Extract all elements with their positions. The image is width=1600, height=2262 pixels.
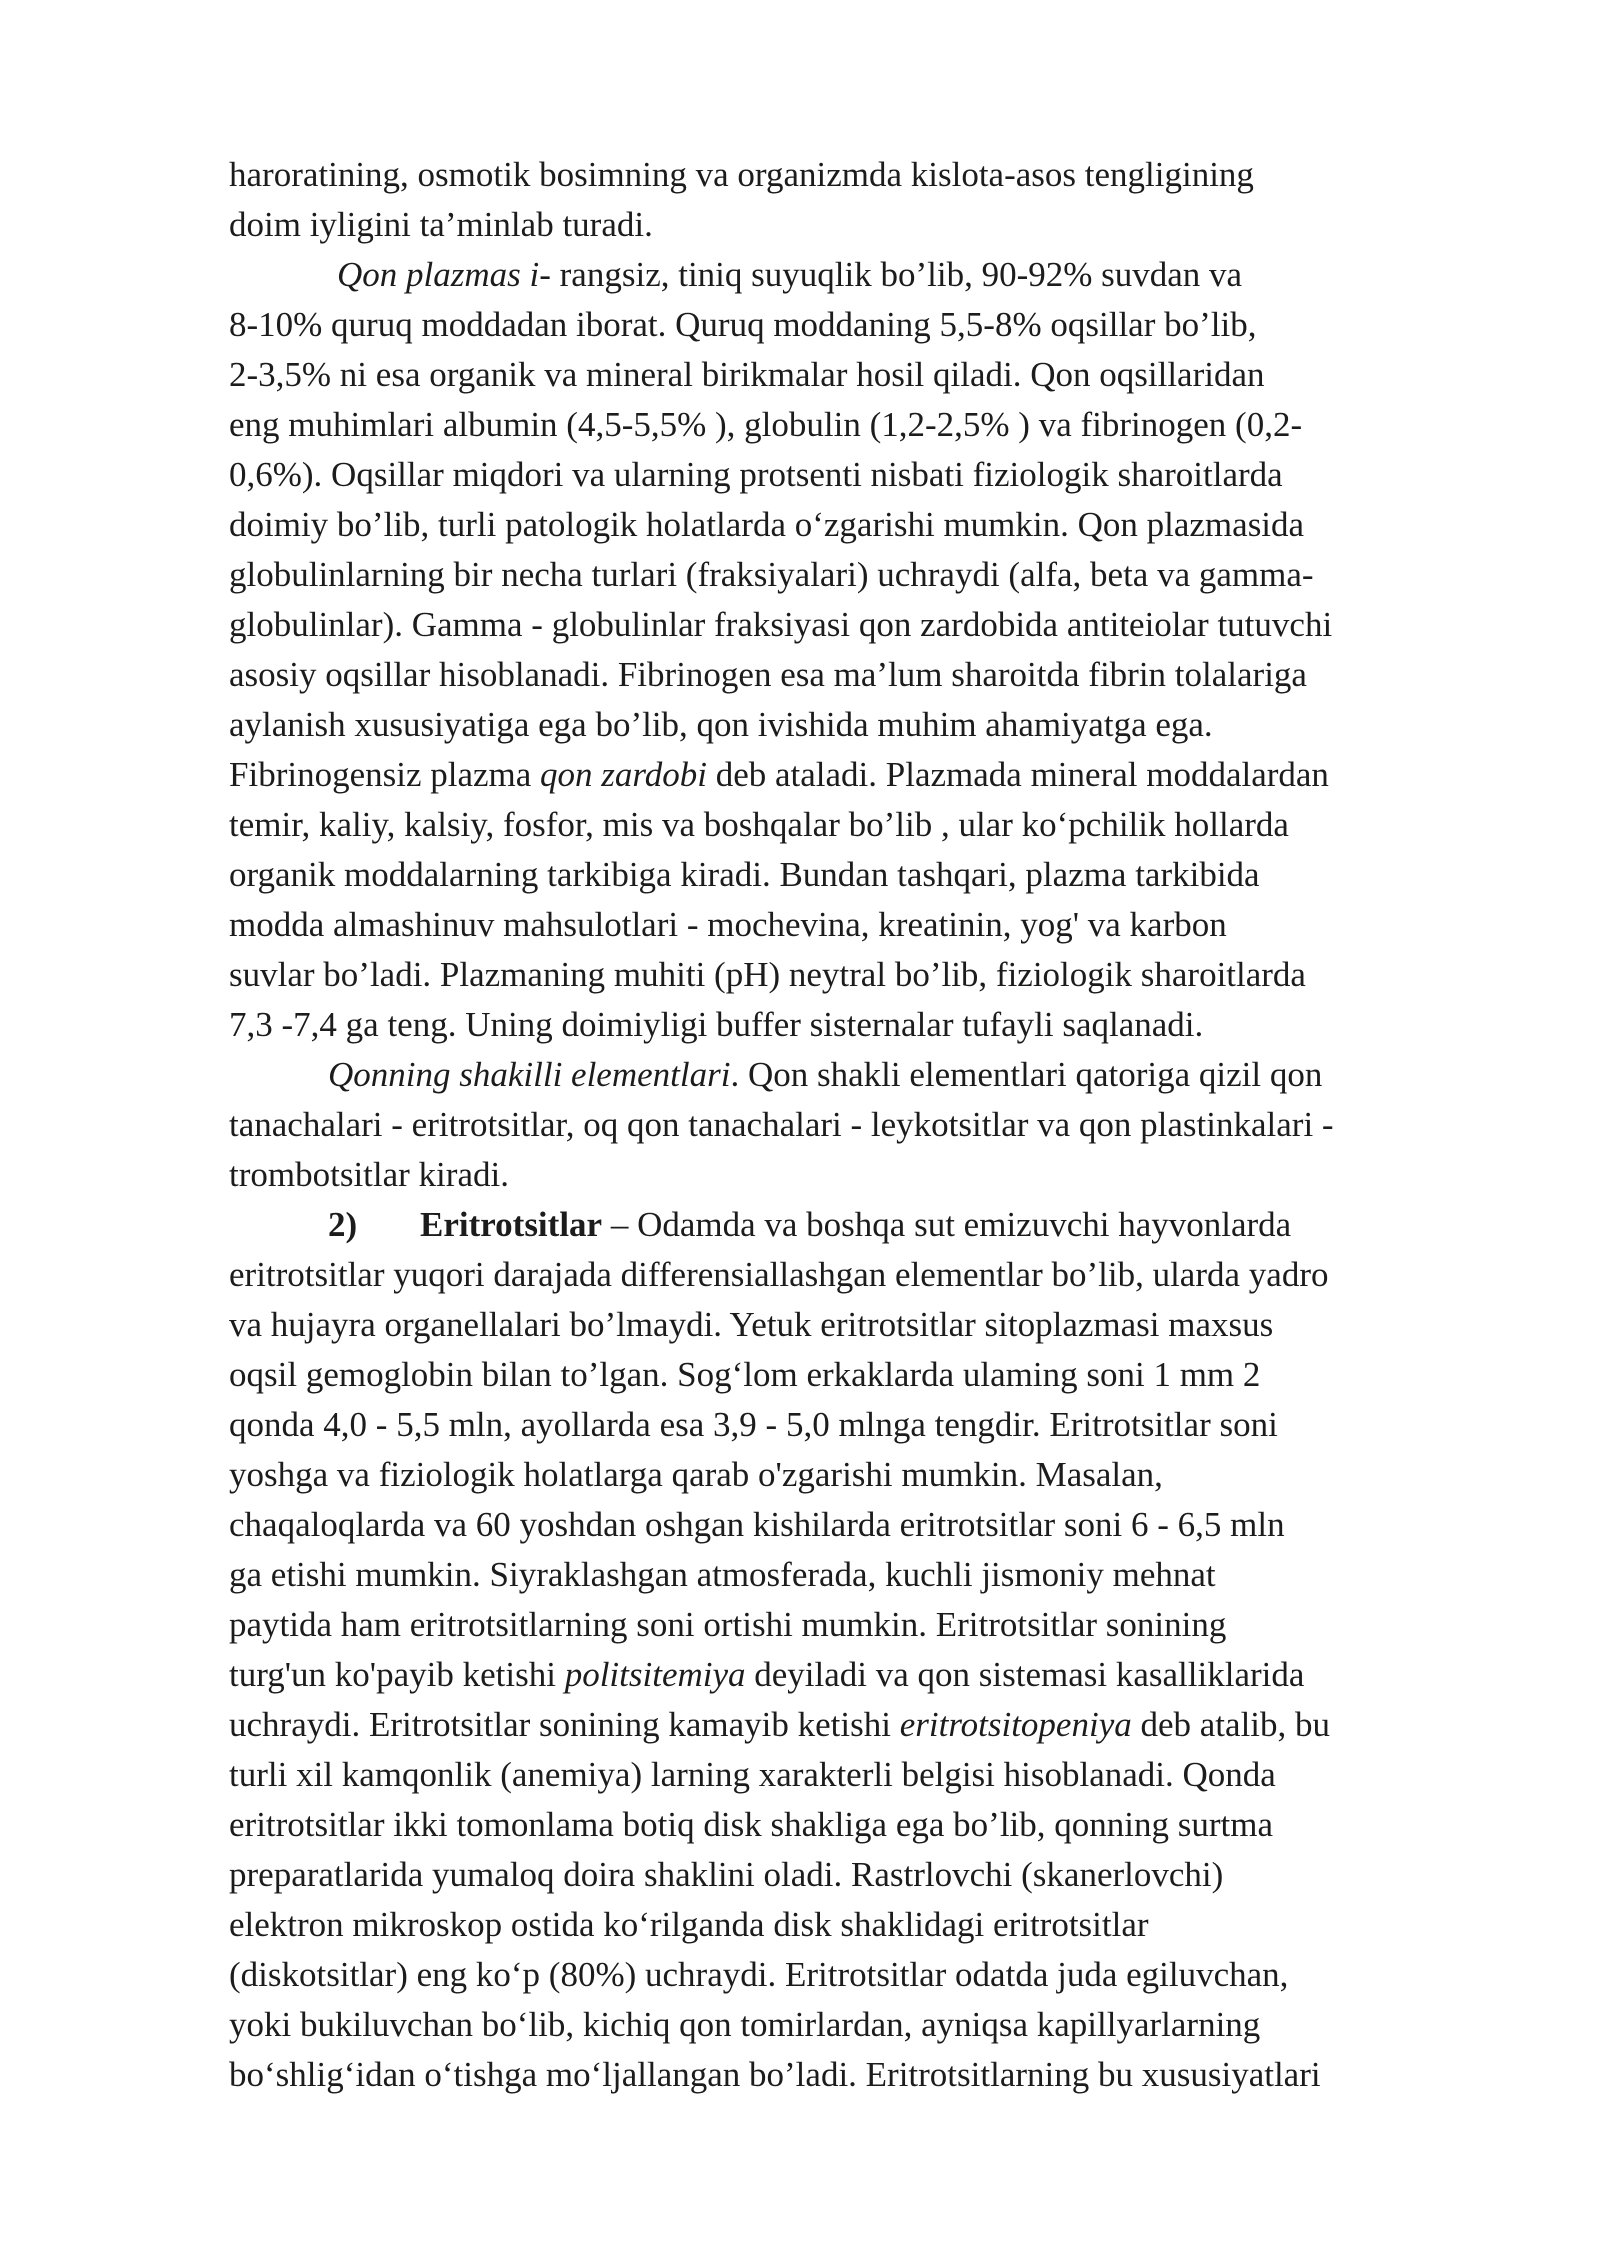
term-politsitemiya: politsitemiya xyxy=(564,1655,746,1694)
section-term-eritrotsitlar: Eritrotsitlar xyxy=(420,1205,603,1244)
text-span: deb ataladi. Plazmada mineral moddalardan xyxy=(706,755,1329,794)
text-line: preparatlarida yumaloq doira shaklini oladi. Rastrlovchi (skanerlovchi) xyxy=(229,1855,1224,1894)
text-span: – Odamda va boshqa sut emizuvchi hayvonlarda xyxy=(602,1205,1292,1244)
text-line: yoki bukiluvchan bo‘lib, kichiq qon tomirlardan, ayniqsa kapillyarlarning xyxy=(229,2005,1261,2044)
text-line: bo‘shlig‘idan o‘tishga mo‘ljallangan bo’ladi. Eritrotsitlarning bu xususiyatlari xyxy=(229,2055,1321,2094)
text-line: (diskotsitlar) eng ko‘p (80%) uchraydi. Eritrotsitlar odatda juda egiluvchan, xyxy=(229,1955,1289,1994)
text-span: deb atalib, bu xyxy=(1131,1705,1331,1744)
text-line: haroratining, osmotik bosimning va organizmda kislota-asos tengligining xyxy=(229,155,1254,194)
text-line: globulinlar). Gamma - globulinlar fraksiyasi qon zardobida antiteiolar tutuvchi xyxy=(229,605,1333,644)
text-line: suvlar bo’ladi. Plazmaning muhiti (pH) neytral bo’lib, fiziologik sharoitlarda xyxy=(229,955,1306,994)
text-line: 2-3,5% ni esa organik va mineral birikmalar hosil qiladi. Qon oqsillaridan xyxy=(229,355,1265,394)
text-line xyxy=(229,1704,1330,1746)
text-span: turg'un ko'payib ketishi xyxy=(229,1655,565,1694)
term-eritrotsitopeniya: eritrotsitopeniya xyxy=(899,1705,1132,1744)
text-span: . Qon shakli elementlari qatoriga qizil qon xyxy=(730,1055,1323,1094)
section-number: 2) xyxy=(328,1205,358,1244)
term-shakilli-elementlari: Qonning shakilli elementlari xyxy=(328,1055,731,1094)
text-line: temir, kaliy, kalsiy, fosfor, mis va boshqalar bo’lib , ular ko‘pchilik hollarda xyxy=(229,805,1289,844)
text-line xyxy=(328,1054,1322,1096)
text-line: modda almashinuv mahsulotlari - mochevina, kreatinin, yog' va karbon xyxy=(229,905,1227,944)
text-line: doimiy bo’lib, turli patologik holatlarda o‘zgarishi mumkin. Qon plazmasida xyxy=(229,505,1305,544)
text-line: qonda 4,0 - 5,5 mln, ayollarda esa 3,9 - 5,0 mlnga tengdir. Eritrotsitlar soni xyxy=(229,1405,1278,1444)
text-line: 7,3 -7,4 ga teng. Uning doimiyligi buffer sisternalar tufayli saqlanadi. xyxy=(229,1005,1204,1044)
text-line: chaqaloqlarda va 60 yoshdan oshgan kishilarda eritrotsitlar soni 6 - 6,5 mln xyxy=(229,1505,1285,1544)
text-span: Fibrinogensiz plazma xyxy=(229,755,541,794)
text-line: tanachalari - eritrotsitlar, oq qon tanachalari - leykotsitlar va qon plastinkalari - xyxy=(229,1105,1334,1144)
text-line: turli xil kamqonlik (anemiya) larning xarakterli belgisi hisoblanadi. Qonda xyxy=(229,1755,1276,1794)
text-line: organik moddalarning tarkibiga kiradi. Bundan tashqari, plazma tarkibida xyxy=(229,855,1260,894)
text-line: yoshga va fiziologik holatlarga qarab o'zgarishi mumkin. Masalan, xyxy=(229,1455,1163,1494)
text-span: rangsiz, tiniq suyuqlik bo’lib, 90-92% suvdan va xyxy=(550,255,1243,294)
text-line: ga etishi mumkin. Siyraklashgan atmosferada, kuchli jismoniy mehnat xyxy=(229,1555,1216,1594)
text-line: oqsil gemoglobin bilan to’lgan. Sog‘lom erkaklarda ulaming soni 1 mm 2 xyxy=(229,1355,1261,1394)
text-line: eng muhimlari albumin (4,5-5,5% ), globulin (1,2-2,5% ) va fibrinogen (0,2- xyxy=(229,405,1303,444)
text-line: doim iyligini ta’minlab turadi. xyxy=(229,205,653,244)
text-line xyxy=(229,754,1329,796)
text-line xyxy=(328,1204,1291,1246)
text-line: 8-10% quruq moddadan iborat. Quruq moddaning 5,5-8% oqsillar bo’lib, xyxy=(229,305,1257,344)
text-line xyxy=(229,1654,1304,1696)
text-span: uchraydi. Eritrotsitlar sonining kamayib ketishi xyxy=(229,1705,900,1744)
term-qon-zardobi: qon zardobi xyxy=(540,755,707,794)
text-line: va hujayra organellalari bo’lmaydi. Yetuk eritrotsitlar sitoplazmasi maxsus xyxy=(229,1305,1274,1344)
text-line: 0,6%). Oqsillar miqdori va ularning protsenti nisbati fiziologik sharoitlarda xyxy=(229,455,1283,494)
text-line: eritrotsitlar yuqori darajada differensiallashgan elementlar bo’lib, ularda yadro xyxy=(229,1255,1329,1294)
text-line: trombotsitlar kiradi. xyxy=(229,1155,509,1194)
text-line xyxy=(337,254,1242,296)
text-line: aylanish xususiyatiga ega bo’lib, qon ivishida muhim ahamiyatga ega. xyxy=(229,705,1213,744)
text-line: asosiy oqsillar hisoblanadi. Fibrinogen esa ma’lum sharoitda fibrin tolalariga xyxy=(229,655,1307,694)
term-qon-plazmasi: Qon plazmas i- xyxy=(337,255,551,294)
text-span: deyiladi va qon sistemasi kasalliklarida xyxy=(745,1655,1305,1694)
text-line: globulinlarning bir necha turlari (fraksiyalari) uchraydi (alfa, beta va gamma- xyxy=(229,555,1314,594)
text-line: paytida ham eritrotsitlarning soni ortishi mumkin. Eritrotsitlar sonining xyxy=(229,1605,1227,1644)
text-line: eritrotsitlar ikki tomonlama botiq disk shakliga ega bo’lib, qonning surtma xyxy=(229,1805,1274,1844)
text-line: elektron mikroskop ostida ko‘rilganda disk shaklidagi eritrotsitlar xyxy=(229,1905,1149,1944)
